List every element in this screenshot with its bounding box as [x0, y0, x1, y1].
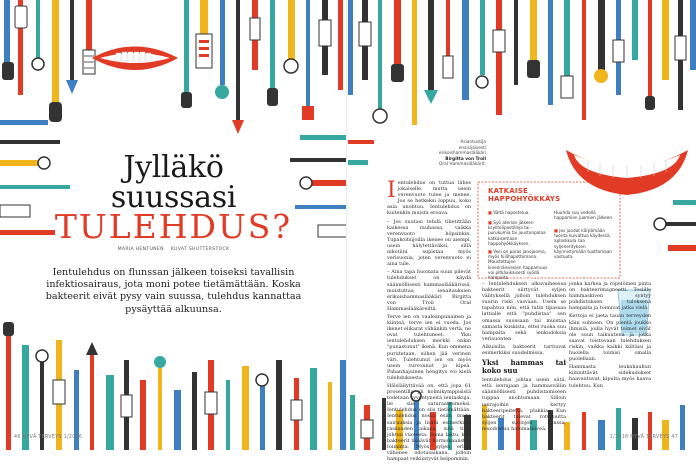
left-page	[0, 0, 347, 450]
info-bullet	[488, 249, 550, 280]
bullet-dot-icon: ■	[488, 210, 494, 215]
info-bullet	[488, 220, 550, 246]
info-bullet	[488, 210, 550, 215]
byline-author: MARIA HENTUNEN	[117, 247, 164, 252]
info-bullet-text: Syö aterian jälkeen ksylitolipastilleja tai -purukumia tai juustonpalaa katkaisemaan happohyökkäyksen.	[488, 220, 546, 246]
section-subheading: Yksi hammas tai koko suu	[482, 358, 566, 376]
body-column-1	[387, 180, 471, 464]
body-paragraph: Kertoja ei jaeta tauan terveyden käin suhteen. On pientä joukko ihmisiä, joilla hyvät toimet eivät ole suun taikuutena ja jotka saavat toistuvaan tulehduksen riskin, vaikka kaikki kiiltäisi ja huolella toimisi omalla puolellaan.	[569, 313, 651, 363]
headline-line-2: suussasi	[110, 180, 237, 215]
body-paragraph: Terve ien on vaaleanpunainen ja kiinteä, terve ien ei vuoda. Jos ikenet elikarat vähänkin vertä, ne ovat tulehtuneet. Yksi ientulehduksen merkki onkin "punastunut" ikenä. Kun ommena purutetaan, siihen jää verinen väri. Tulehtunut ien on myös usein turvonnut ja kipeä. Pahanhajuinen hengitys voi kielä tulehduksesta.	[387, 313, 471, 381]
body-paragraph: entulehdus on tuttua lähes jokaiselle, mutta usein verenvuoto tulee ja menee. Jos se hetkeksi loppuu, koko asia unohtuu. Ientulehdus on kuitenkin muista eroava.	[387, 180, 471, 217]
info-box	[478, 182, 620, 281]
caption-line-1: Asiantuntija	[460, 140, 486, 145]
body-column-3	[569, 281, 651, 391]
info-bullet-text: Jos juodut kärpömään tuonta kuivattua käydessä, aplaskkula saa syljenerityksen käynnistymään tuottamaan vastuuta.	[554, 228, 612, 260]
lead-paragraph: Ientulehdus on flunssan jälkeen toiseksi tavallisin infektiosairaus, jota moni potee tietämättään. Koska bakteerit eivät pysy vain suussa, tulehdus kannattaa pysäyttää alkuunsa.	[45, 267, 302, 315]
headline-line-1: Jylläkö	[123, 150, 224, 185]
body-paragraph: – Jos suutasi tehdä tihetittään kaikessa rauhassa, vaikka verenvuoto höpsinkin. Tupakoitsijoilla ikenee on aiempi, usein hälytettäväksi, sillä nikotiini supistaa myös verisuonia, joten verenvuoto ei aina tule.	[387, 218, 471, 268]
expert-caption	[416, 140, 486, 168]
caption-line-2: ensisijaisesti	[458, 145, 486, 151]
headline-line-3: TULEHDUS?	[54, 207, 293, 246]
info-box-title	[488, 187, 560, 203]
caption-org: Oral Hammaslääkärit.	[439, 162, 486, 168]
body-paragraph: Ientulehdus johtaa usein siitä, että ienrajaan ja hammasväliin säännöllisesti puhdistamiseen tuppaa unohtumaan. Silloin ienrajoihin kertyy bakteeripeitettä, plakkia. Kun bakteerit tulevat rotuvuutta syljen suolojen kanssa, muodostuu hammaskiveä,	[482, 377, 566, 432]
folio-right: 1/2016 HYVÄ TERVEYS 47	[609, 435, 678, 440]
caption-line-3: erikoishammaslääkäri	[438, 151, 486, 157]
info-bullet-text: Vesi on paras janojuoma, myös hiilihapottomana. Maustettujen kivennäisvesien happamuus voi pitkäaikaisesti syödä hampaita.	[488, 249, 548, 281]
info-bullet-text: Huuhdo suu vedellä happamien juomien jälkeen.	[554, 210, 614, 221]
info-bullet	[554, 210, 616, 220]
info-bullet	[554, 228, 616, 259]
body-paragraph: Aikuisilla bakteerit tarttuvat esimerkiksi suudelmissa.	[482, 343, 566, 357]
info-box-title-line-1: KATKAISE	[488, 187, 528, 195]
body-paragraph: Hälsläilyttävää on, että jopa 61 prosentilla yli kolmikymppisistä todetaan syventyneitä ientaskuja, lie siis saturaatioimeksi. Ientulehdus on siis tietämättään. Ientulehdus nosta esiin muita sairauksia ja lisätä esimerkiksi raskauden aikana, sillä tilaa johtuu vuotosta. Sama laktu, kun bakteerit lisäävät hormonaalisten toiminta. Myös syljen eritys vähenee odotusaikana, jolloin hampaat reikiintyvät helpommin.	[387, 383, 471, 463]
byline-image-credit: KUVAT SHUTTERSTOCK	[170, 247, 230, 252]
bullet-dot-icon: ■	[488, 249, 494, 254]
bullet-dot-icon: ■	[554, 228, 560, 233]
folio-left: 46 HYVÄ TERVEYS 1/2016	[14, 435, 83, 440]
caption-expert-name: Birgitta von Troil	[445, 156, 486, 162]
info-box-title-line-2: HAPPOHYÖKKÄYS	[488, 195, 561, 203]
body-paragraph: jonka karkea ja röpelöinen pinta on bakteerimagneetti. Tosiille hammaskiven syntyy puhdistuksen tuloksena hampaita ja toimivat jatka vielä.	[569, 281, 651, 312]
body-paragraph: – Aina tapa huomata suun pilevät tulehdukset on käydä säännöllisesti hammaslääkärissä, muistuttaa ienaitauksien erikoishammaslääkäri Birgitta von Troil Oral Hammaslääkäreiltä.	[387, 269, 471, 312]
info-bullet-text: Vältä napostelua.	[493, 210, 530, 215]
bullet-dot-icon: ■	[488, 220, 494, 225]
body-paragraph: Hammasta leukahauhun kiinnittävät sidekudokset haavautuvat, kipulta myös haava tulehtuu. Kun	[569, 364, 651, 389]
body-column-2	[482, 281, 566, 434]
drop-cap: I	[387, 178, 396, 203]
body-paragraph: – Ientulehduksen alkuvaiheessa bakteerit siirtyvät syljen välityksellä jolloin tulehduksen suurin riski vasvaan. Usein se tapahtuu niin, että tutin tipassaa lattialle että "puhdistaa" sen omassa suussaan tai muistaa samasta kuskista, ettei ruoka suu hampaita sekä ienkudoksia verisuonten.	[482, 281, 566, 342]
byline	[0, 247, 347, 252]
